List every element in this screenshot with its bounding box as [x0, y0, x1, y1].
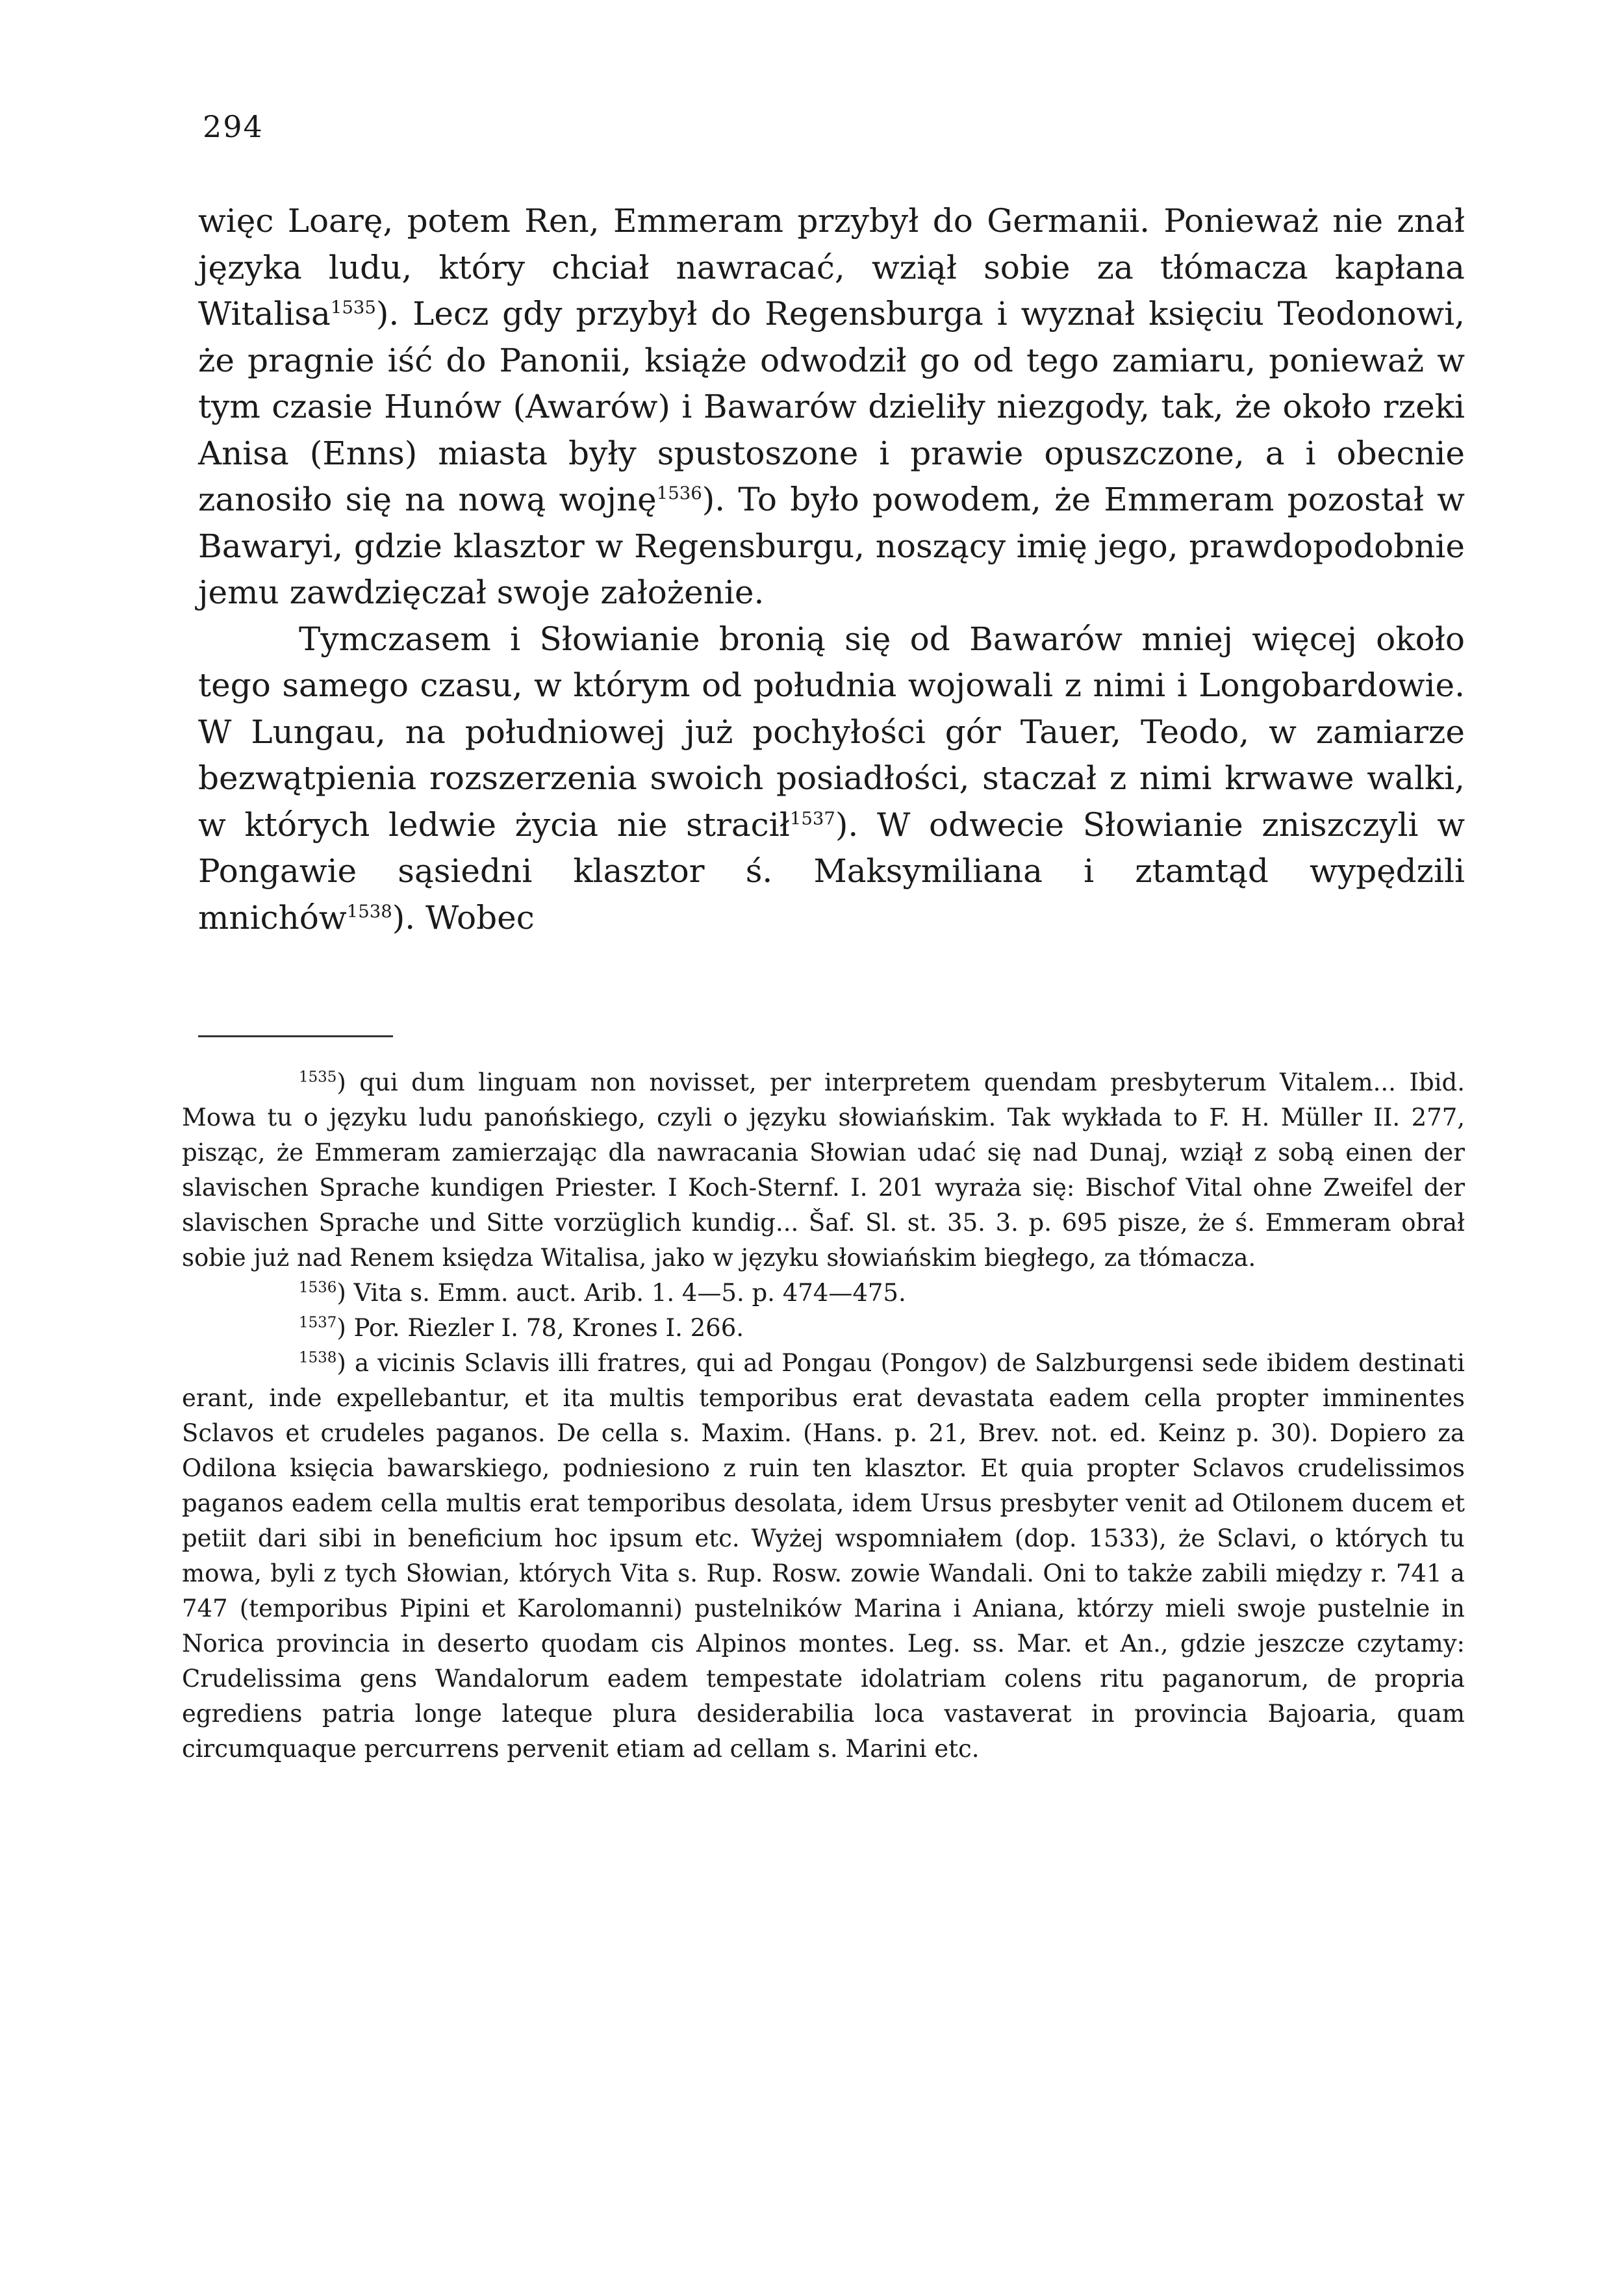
footnote-1537	[182, 1311, 1465, 1346]
footnote-number: 1535	[299, 1068, 337, 1086]
footnote-reference: 1538	[346, 900, 392, 922]
footnote-reference: 1535	[330, 297, 376, 318]
footnote-divider	[198, 1035, 393, 1037]
paragraph-text: ). To było powodem, że Emmeram pozostał w Bawaryi, gdzie klasztor w Regensburgu, noszący imię jego, prawdopodobnie jemu zawdzięczał swoje założenie.	[198, 481, 1465, 611]
footnote-text: ) a vicinis Sclavis illi fratres, qui ad Pongau (Pongov) de Salzburgensi sede ibidem destinati erant, inde expellebantur, et ita multis temporibus erat devastata eadem cella propter imminentes Sclavos et crudeles paganos. De cella s. Maxim. (Hans. p. 21, Brev. not. ed. Keinz p. 30). Dopiero za Odilona księcia bawarskiego, podniesiono z ruin ten klasztor. Et quia propter Sclavos crudelissimos paganos eadem cella multis erat temporibus desolata, idem Ursus presbyter venit ad Otilonem ducem et petiit dari sibi in beneficium hoc ipsum etc. Wyżej wspomniałem (dop. 1533), że Sclavi, o których tu mowa, byli z tych Słowian, których Vita s. Rup. Rosw. zowie Wandali. Oni to także zabili między r. 741 a 747 (temporibus Pipini et Karolomanni) pustelników Marina i Aniana, którzy mieli swoje pustelnie in Norica provincia in deserto quodam cis Alpinos montes. Leg. ss. Mar. et An., gdzie jeszcze czytamy: Crudelissima gens Wandalorum eadem tempestate idolatriam colens ritu paganorum, de propria egrediens patria longe lateque plura desiderabilia loca vastaverat in provincia Bajoaria, quam circumquaque percurrens pervenit etiam ad cellam s. Marini etc.	[182, 1349, 1465, 1763]
paragraph-text: ). Lecz gdy przybył do Regensburga i wyznał księciu Teodonowi, że pragnie iść do Panonii, książe odwodził go od tego zamiaru, ponieważ w tym czasie Hunów (Awarów) i Bawarów dzieliły niezgody, tak, że około rzeki Anisa (Enns) miasta były spustoszone i prawie opuszczone, a i obecnie zanosiło się na nową wojnę	[198, 295, 1465, 518]
footnote-reference: 1537	[789, 807, 835, 829]
paragraph-text: ). W odwecie Słowianie zniszczyli w Pongawie sąsiedni klasztor ś. Maksymiliana i ztamtąd wypędzili mnichów	[198, 805, 1465, 937]
footnote-number: 1537	[299, 1314, 337, 1331]
footnotes	[182, 1065, 1465, 1767]
footnote-text: ) Por. Riezler I. 78, Krones I. 266.	[336, 1314, 744, 1342]
footnote-text: ) Vita s. Emm. auct. Arib. 1. 4—5. p. 474—475.	[336, 1279, 906, 1307]
page-number: 294	[203, 109, 264, 144]
footnote-1538	[182, 1346, 1465, 1767]
footnote-number: 1538	[299, 1349, 337, 1367]
paragraph-1	[198, 198, 1465, 616]
paragraph-text: ). Wobec	[392, 898, 535, 937]
paragraph-text: Tymczasem i Słowianie bronią się od Bawarów mniej więcej około tego samego czasu, w którym od południa wojowali z nimi i Longobardowie. W Lungau, na południowej już pochyłości gór Tauer, Teodo, w zamiarze bezwątpienia rozszerzenia swoich posiadłości, staczał z nimi krwawe walki, w których ledwie życia nie stracił	[198, 620, 1465, 844]
paragraph-text: więc Loarę, potem Ren, Emmeram przybył do Germanii. Ponieważ nie znał języka ludu, który chciał nawracać, wziął sobie za tłómacza kapłana Witalisa	[198, 202, 1465, 333]
footnote-text: ) qui dum linguam non novisset, per interpretem quendam presbyterum Vitalem... Ibid. Mowa tu o języku ludu panońskiego, czyli o języku słowiańskim. Tak wykłada to F. H. Müller II. 277, pisząc, że Emmeram zamierzając dla nawracania Słowian udać się nad Dunaj, wziął z sobą einen der slavischen Sprache kundigen Priester. I Koch-Sternf. I. 201 wyraża się: Bischof Vital ohne Zweifel der slavischen Sprache und Sitte vorzüglich kundig... Šaf. Sl. st. 35. 3. p. 695 pisze, że ś. Emmeram obrał sobie już nad Renem księdza Witalisa, jako w języku słowiańskim biegłego, za tłómacza.	[182, 1068, 1465, 1272]
footnote-reference: 1536	[656, 483, 702, 504]
footnote-1536	[182, 1276, 1465, 1311]
footnote-1535	[182, 1065, 1465, 1276]
paragraph-2	[198, 616, 1465, 942]
footnote-number: 1536	[299, 1279, 337, 1296]
main-text	[198, 198, 1465, 941]
